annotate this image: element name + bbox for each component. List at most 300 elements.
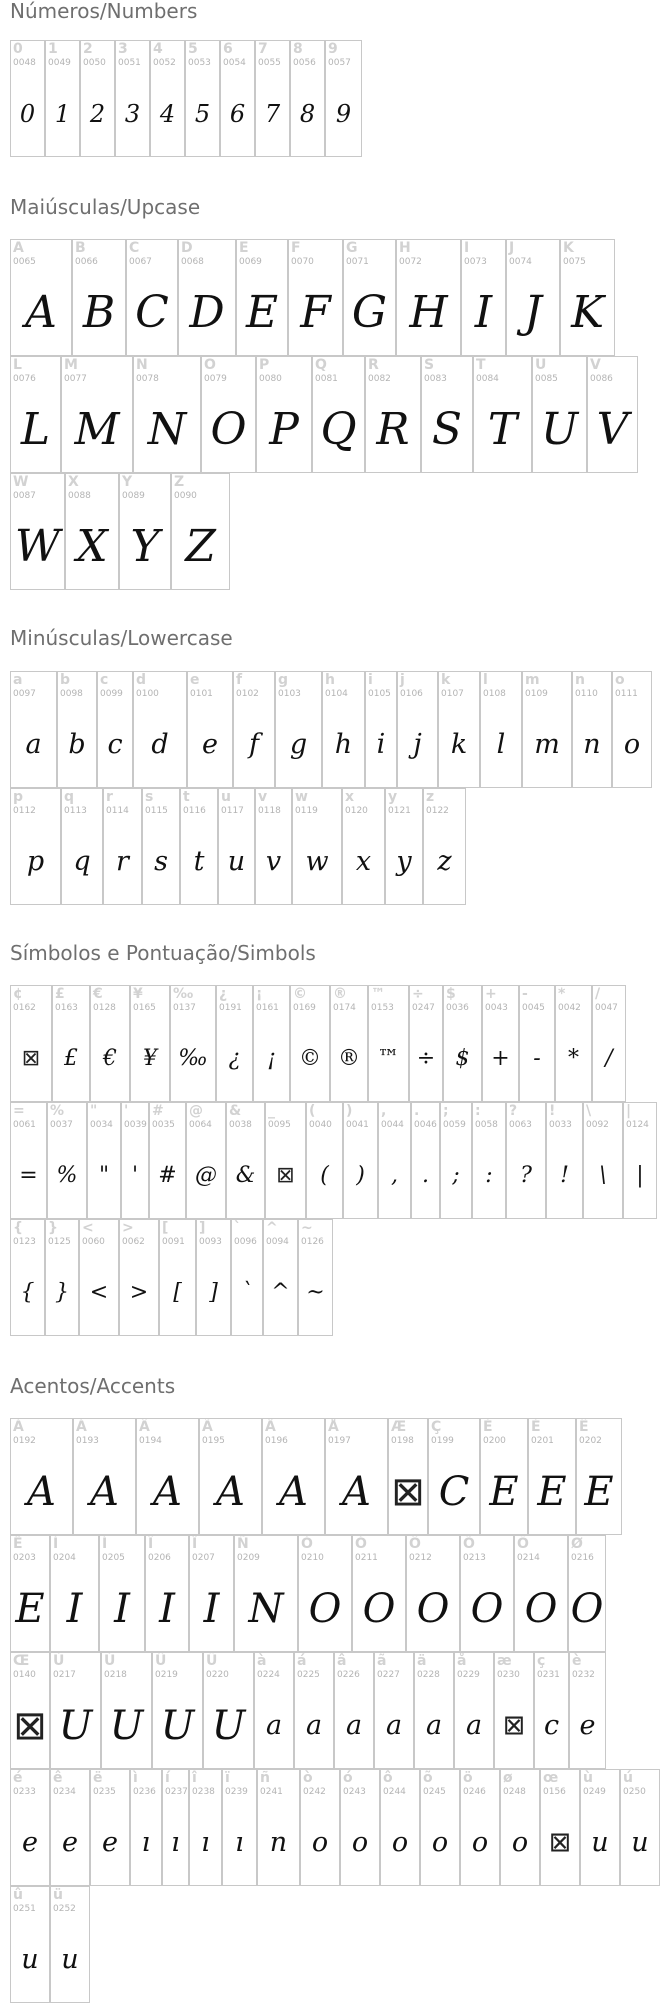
- character-label: ¡: [256, 986, 263, 1002]
- character-code: 0217: [53, 1670, 76, 1680]
- glyph-cell: [126, 239, 178, 356]
- glyph-sample: H: [409, 286, 448, 338]
- glyph-sample: C: [438, 1468, 470, 1515]
- character-label: M: [64, 357, 78, 373]
- character-label: R: [368, 357, 379, 373]
- character-label: î: [192, 1770, 197, 1786]
- character-label: ~: [301, 1220, 313, 1236]
- glyph-cell: [133, 356, 201, 473]
- glyph-cell: [325, 1418, 388, 1535]
- character-label: Ä: [265, 1419, 276, 1435]
- character-code: 0204: [53, 1553, 76, 1563]
- glyph-cell: [560, 239, 615, 356]
- glyph-cell: [612, 671, 652, 788]
- glyph-sample: O: [308, 1585, 342, 1632]
- character-label: â: [337, 1653, 347, 1669]
- character-code: 0244: [383, 1787, 406, 1797]
- character-label: ‰: [173, 986, 194, 1002]
- glyph-sample: A: [216, 1468, 245, 1515]
- character-label: |: [626, 1103, 632, 1119]
- section-title: Números/Numbers: [10, 0, 198, 23]
- character-code: 0093: [199, 1237, 222, 1247]
- glyph-sample: e: [102, 1827, 118, 1858]
- glyph-cell: [45, 40, 80, 157]
- character-code: 0063: [509, 1120, 532, 1130]
- character-label: Ó: [355, 1536, 367, 1552]
- glyph-cell: [514, 1535, 568, 1652]
- character-code: 0080: [259, 374, 282, 384]
- glyph-cell: [171, 473, 230, 590]
- glyph-cell: [170, 985, 216, 1102]
- character-label: À: [13, 1419, 24, 1435]
- glyph-sample: ¡: [267, 1045, 276, 1071]
- glyph-cell: [461, 239, 506, 356]
- glyph-cell: [222, 1769, 257, 1886]
- glyph-cell: [385, 788, 423, 905]
- character-label: €: [93, 986, 103, 1002]
- glyph-sample: u: [61, 1944, 79, 1975]
- character-code: 0200: [483, 1436, 506, 1446]
- glyph-cell: [330, 985, 368, 1102]
- character-code: 0057: [328, 58, 351, 68]
- glyph-sample: g: [289, 729, 308, 760]
- glyph-cell: [420, 1769, 460, 1886]
- character-code: 0195: [202, 1436, 225, 1446]
- glyph-cell: [534, 1652, 569, 1769]
- character-code: 0212: [409, 1553, 432, 1563]
- glyph-cell: [216, 985, 253, 1102]
- character-code: 0113: [64, 806, 87, 816]
- glyph-sample: o: [311, 1827, 329, 1858]
- glyph-sample: I: [474, 286, 493, 338]
- character-code: 0169: [293, 1003, 316, 1013]
- glyph-cell: [115, 40, 150, 157]
- section-title: Acentos/Accents: [10, 1374, 176, 1398]
- glyph-sample: A: [153, 1468, 182, 1515]
- character-label: n: [575, 672, 585, 688]
- glyph-sample: P: [269, 403, 299, 455]
- character-label: _: [268, 1103, 275, 1119]
- glyph-sample: E: [489, 1468, 519, 1515]
- character-code: 0085: [535, 374, 558, 384]
- character-label: Ö: [517, 1536, 529, 1552]
- character-label: Á: [76, 1419, 87, 1435]
- glyph-sample: O: [470, 1585, 504, 1632]
- glyph-sample: w: [305, 846, 329, 877]
- character-code: 0088: [68, 491, 91, 501]
- glyph-cell: [10, 1535, 50, 1652]
- glyph-cell: [61, 788, 103, 905]
- glyph-sample: G: [351, 286, 388, 338]
- glyph-cell: [256, 356, 312, 473]
- glyph-cell: [50, 1535, 99, 1652]
- character-code: 0053: [188, 58, 211, 68]
- character-code: 0202: [579, 1436, 602, 1446]
- glyph-sample: +: [491, 1045, 510, 1071]
- character-label: z: [426, 789, 435, 805]
- glyph-cell: [187, 671, 233, 788]
- glyph-cell: [290, 40, 325, 157]
- glyph-cell: [374, 1652, 414, 1769]
- glyph-sample: o: [431, 1827, 449, 1858]
- character-code: 0234: [53, 1787, 76, 1797]
- glyph-cell: [342, 788, 385, 905]
- glyph-sample: d: [151, 729, 169, 760]
- character-code: 0089: [122, 491, 145, 501]
- character-label: l: [483, 672, 488, 688]
- glyph-cell: [255, 788, 292, 905]
- character-code: 0153: [371, 1003, 394, 1013]
- glyph-cell: [10, 1652, 50, 1769]
- glyph-cell: [97, 671, 133, 788]
- character-code: 0122: [426, 806, 449, 816]
- character-code: 0091: [162, 1237, 185, 1247]
- glyph-sample: ': [131, 1162, 139, 1188]
- glyph-sample: u: [21, 1944, 39, 1975]
- character-label: ï: [225, 1770, 230, 1786]
- character-label: Ú: [104, 1653, 116, 1669]
- character-label: o: [615, 672, 625, 688]
- character-code: 0034: [90, 1120, 113, 1130]
- glyph-cell: [500, 1769, 540, 1886]
- character-code: 0218: [104, 1670, 127, 1680]
- character-label: (: [309, 1103, 316, 1119]
- glyph-cell: [440, 1102, 472, 1219]
- character-code: 0055: [258, 58, 281, 68]
- glyph-cell: [275, 671, 322, 788]
- character-code: 0064: [189, 1120, 212, 1130]
- character-label: f: [236, 672, 243, 688]
- glyph-sample: R: [376, 403, 410, 455]
- character-label: 1: [48, 41, 58, 57]
- character-code: 0069: [239, 257, 262, 267]
- glyph-sample: Z: [185, 520, 216, 572]
- glyph-sample: a: [425, 1710, 443, 1741]
- glyph-cell: [265, 1102, 306, 1219]
- glyph-cell: [189, 1535, 234, 1652]
- character-label: ): [346, 1103, 353, 1119]
- character-code: 0078: [136, 374, 159, 384]
- glyph-sample: k: [450, 729, 468, 760]
- glyph-cell: [396, 239, 461, 356]
- glyph-cell: [10, 788, 61, 905]
- glyph-sample: €: [103, 1045, 117, 1071]
- glyph-sample: E: [537, 1468, 567, 1515]
- character-code: 0044: [381, 1120, 404, 1130]
- character-label: N: [136, 357, 148, 373]
- character-label: à: [257, 1653, 267, 1669]
- character-label: L: [13, 357, 22, 373]
- glyph-cell: [50, 1652, 101, 1769]
- character-label: }: [48, 1220, 58, 1236]
- glyph-cell: [365, 356, 421, 473]
- character-label: Y: [122, 474, 133, 490]
- character-code: 0239: [225, 1787, 248, 1797]
- glyph-cell: [532, 356, 587, 473]
- glyph-cell: [10, 356, 61, 473]
- glyph-sample: e: [579, 1710, 596, 1741]
- glyph-sample: 3: [124, 99, 141, 128]
- glyph-cell: [262, 1418, 325, 1535]
- glyph-cell: [10, 239, 72, 356]
- glyph-sample: £: [64, 1045, 78, 1071]
- glyph-cell: [52, 985, 90, 1102]
- character-code: 0060: [82, 1237, 105, 1247]
- glyph-cell: [65, 473, 119, 590]
- character-label: Â: [139, 1419, 150, 1435]
- character-code: 0219: [155, 1670, 178, 1680]
- glyph-cell: [10, 40, 45, 157]
- glyph-cell: [480, 671, 522, 788]
- glyph-sample: U: [160, 1702, 195, 1749]
- character-label: P: [259, 357, 270, 373]
- character-code: 0156: [543, 1787, 566, 1797]
- glyph-sample: <: [89, 1279, 109, 1305]
- character-label: ¢: [13, 986, 23, 1002]
- character-code: 0098: [60, 689, 83, 699]
- glyph-sample: ¥: [143, 1045, 157, 1071]
- character-code: 0247: [412, 1003, 435, 1013]
- character-code: 0161: [256, 1003, 279, 1013]
- character-label: y: [388, 789, 398, 805]
- character-label: Î: [148, 1536, 154, 1552]
- glyph-cell: [254, 1652, 294, 1769]
- character-label: ': [124, 1103, 129, 1119]
- glyph-cell: [473, 356, 532, 473]
- glyph-sample: ‰: [178, 1045, 208, 1071]
- character-code: 0101: [190, 689, 213, 699]
- character-label: m: [525, 672, 540, 688]
- glyph-cell: [226, 1102, 265, 1219]
- character-label: Z: [174, 474, 185, 490]
- character-label: 5: [188, 41, 198, 57]
- glyph-sample: 8: [299, 99, 316, 128]
- character-code: 0075: [563, 257, 586, 267]
- character-label: S: [424, 357, 435, 373]
- glyph-sample: E: [245, 286, 279, 338]
- character-code: 0248: [503, 1787, 526, 1797]
- character-label: ú: [623, 1770, 633, 1786]
- glyph-sample: I: [159, 1585, 175, 1632]
- character-label: {: [13, 1220, 23, 1236]
- character-code: 0072: [399, 257, 422, 267]
- character-code: 0037: [50, 1120, 73, 1130]
- character-code: 0050: [83, 58, 106, 68]
- character-label: h: [325, 672, 335, 688]
- character-code: 0226: [337, 1670, 360, 1680]
- character-label: 8: [293, 41, 303, 57]
- glyph-cell: [506, 239, 560, 356]
- glyph-sample: v: [265, 846, 282, 877]
- glyph-sample: A: [90, 1468, 119, 1515]
- character-code: 0086: [590, 374, 613, 384]
- character-code: 0102: [236, 689, 259, 699]
- glyph-sample: ı: [141, 1827, 151, 1858]
- glyph-cell: [231, 1219, 263, 1336]
- character-label: >: [122, 1220, 134, 1236]
- character-label: ©: [293, 986, 307, 1002]
- character-code: 0250: [623, 1787, 646, 1797]
- glyph-sample: ~: [306, 1279, 325, 1305]
- character-code: 0112: [13, 806, 36, 816]
- glyph-cell: [257, 1769, 300, 1886]
- character-label: Ë: [13, 1536, 23, 1552]
- character-code: 0094: [266, 1237, 289, 1247]
- glyph-cell: [587, 356, 638, 473]
- glyph-cell: [443, 985, 482, 1102]
- glyph-sample: o: [623, 729, 641, 760]
- character-code: 0194: [139, 1436, 162, 1446]
- character-label: :: [475, 1103, 481, 1119]
- character-code: 0125: [48, 1237, 71, 1247]
- character-code: 0252: [53, 1904, 76, 1914]
- glyph-sample: q: [73, 846, 91, 877]
- glyph-sample: X: [76, 520, 108, 572]
- character-code: 0070: [291, 257, 314, 267]
- glyph-cell: [72, 239, 126, 356]
- character-label: 2: [83, 41, 93, 57]
- glyph-cell: [334, 1652, 374, 1769]
- character-label: `: [234, 1220, 241, 1236]
- glyph-cell: [220, 40, 255, 157]
- character-code: 0062: [122, 1237, 145, 1247]
- character-label: T: [476, 357, 486, 373]
- glyph-cell: [409, 985, 443, 1102]
- glyph-cell: [368, 985, 409, 1102]
- glyph-cell: [397, 671, 438, 788]
- glyph-sample: A: [279, 1468, 308, 1515]
- glyph-cell: [300, 1769, 340, 1886]
- character-code: 0068: [181, 257, 204, 267]
- character-code: 0087: [13, 491, 36, 501]
- glyph-cell: [162, 1769, 189, 1886]
- character-label: û: [13, 1887, 23, 1903]
- glyph-cell: [263, 1219, 298, 1336]
- glyph-sample: N: [248, 1585, 284, 1632]
- glyph-sample: p: [26, 846, 45, 877]
- character-label: ü: [53, 1887, 63, 1903]
- glyph-cell: [454, 1652, 494, 1769]
- glyph-cell: [546, 1102, 583, 1219]
- glyph-sample: ™: [377, 1045, 400, 1071]
- character-code: 0040: [309, 1120, 332, 1130]
- character-code: 0114: [106, 806, 129, 816]
- character-label: í: [165, 1770, 170, 1786]
- glyph-cell: [290, 985, 330, 1102]
- glyph-sample: |: [636, 1162, 644, 1188]
- character-label: ]: [199, 1220, 206, 1236]
- section-title: Minúsculas/Lowercase: [10, 626, 233, 650]
- character-code: 0033: [549, 1120, 572, 1130]
- glyph-cell: [522, 671, 572, 788]
- glyph-sample: z: [437, 846, 452, 877]
- character-code: 0106: [400, 689, 423, 699]
- character-code: 0067: [129, 257, 152, 267]
- character-label: *: [558, 986, 566, 1002]
- character-code: 0073: [464, 257, 487, 267]
- character-code: 0233: [13, 1787, 36, 1797]
- glyph-sample: O: [416, 1585, 450, 1632]
- glyph-cell: [203, 1652, 254, 1769]
- character-label: d: [136, 672, 147, 688]
- character-label: \: [586, 1103, 592, 1119]
- glyph-sample: l: [496, 729, 506, 760]
- character-label: w: [295, 789, 308, 805]
- character-code: 0092: [586, 1120, 609, 1130]
- glyph-cell: [50, 1886, 90, 2003]
- character-label: !: [549, 1103, 556, 1119]
- glyph-sample: a: [25, 729, 42, 760]
- character-label: é: [13, 1770, 23, 1786]
- glyph-cell: [57, 671, 97, 788]
- character-label: Õ: [463, 1536, 475, 1552]
- character-code: 0196: [265, 1436, 288, 1446]
- glyph-sample: A: [25, 286, 57, 338]
- character-code: 0123: [13, 1237, 36, 1247]
- glyph-cell: [145, 1535, 189, 1652]
- glyph-cell: [136, 1418, 199, 1535]
- glyph-sample: 2: [89, 99, 106, 128]
- glyph-sample: 0: [19, 99, 36, 128]
- glyph-cell: [159, 1219, 196, 1336]
- glyph-sample: U: [540, 403, 579, 455]
- character-label: @: [189, 1103, 203, 1119]
- glyph-sample: U: [109, 1702, 144, 1749]
- glyph-sample: u: [227, 846, 246, 877]
- glyph-sample: &: [235, 1162, 256, 1188]
- glyph-sample: n: [269, 1827, 288, 1858]
- glyph-cell: [10, 671, 57, 788]
- glyph-sample: ı: [235, 1827, 244, 1858]
- character-code: 0108: [483, 689, 506, 699]
- glyph-cell: [583, 1102, 623, 1219]
- glyph-sample: V: [596, 403, 629, 455]
- character-label: t: [183, 789, 190, 805]
- character-label: è: [572, 1653, 582, 1669]
- character-label: U: [535, 357, 547, 373]
- character-label: q: [64, 789, 75, 805]
- character-code: 0120: [345, 806, 368, 816]
- character-code: 0099: [100, 689, 123, 699]
- character-label: 6: [223, 41, 233, 57]
- glyph-sample: b: [68, 729, 86, 760]
- character-code: 0105: [368, 689, 391, 699]
- glyph-sample: E: [15, 1585, 45, 1632]
- character-label: u: [221, 789, 231, 805]
- glyph-cell: [365, 671, 397, 788]
- character-label: D: [181, 240, 193, 256]
- glyph-cell: [73, 1418, 136, 1535]
- glyph-cell: [568, 1535, 606, 1652]
- character-label: [: [162, 1220, 169, 1236]
- missing-glyph-icon: ⊠: [276, 1162, 295, 1188]
- character-label: V: [590, 357, 601, 373]
- character-label: ø: [503, 1770, 513, 1786]
- glyph-sample: m: [534, 729, 560, 760]
- section-title: Símbolos e Pontuação/Simbols: [10, 941, 316, 965]
- glyph-cell: [10, 985, 52, 1102]
- glyph-cell: [150, 40, 185, 157]
- glyph-cell: [185, 40, 220, 157]
- glyph-cell: [90, 1769, 130, 1886]
- character-code: 0083: [424, 374, 447, 384]
- character-code: 0052: [153, 58, 176, 68]
- character-label: æ: [497, 1653, 512, 1669]
- glyph-cell: [569, 1652, 606, 1769]
- glyph-cell: [201, 356, 256, 473]
- glyph-sample: E: [584, 1468, 614, 1515]
- character-label: ö: [463, 1770, 473, 1786]
